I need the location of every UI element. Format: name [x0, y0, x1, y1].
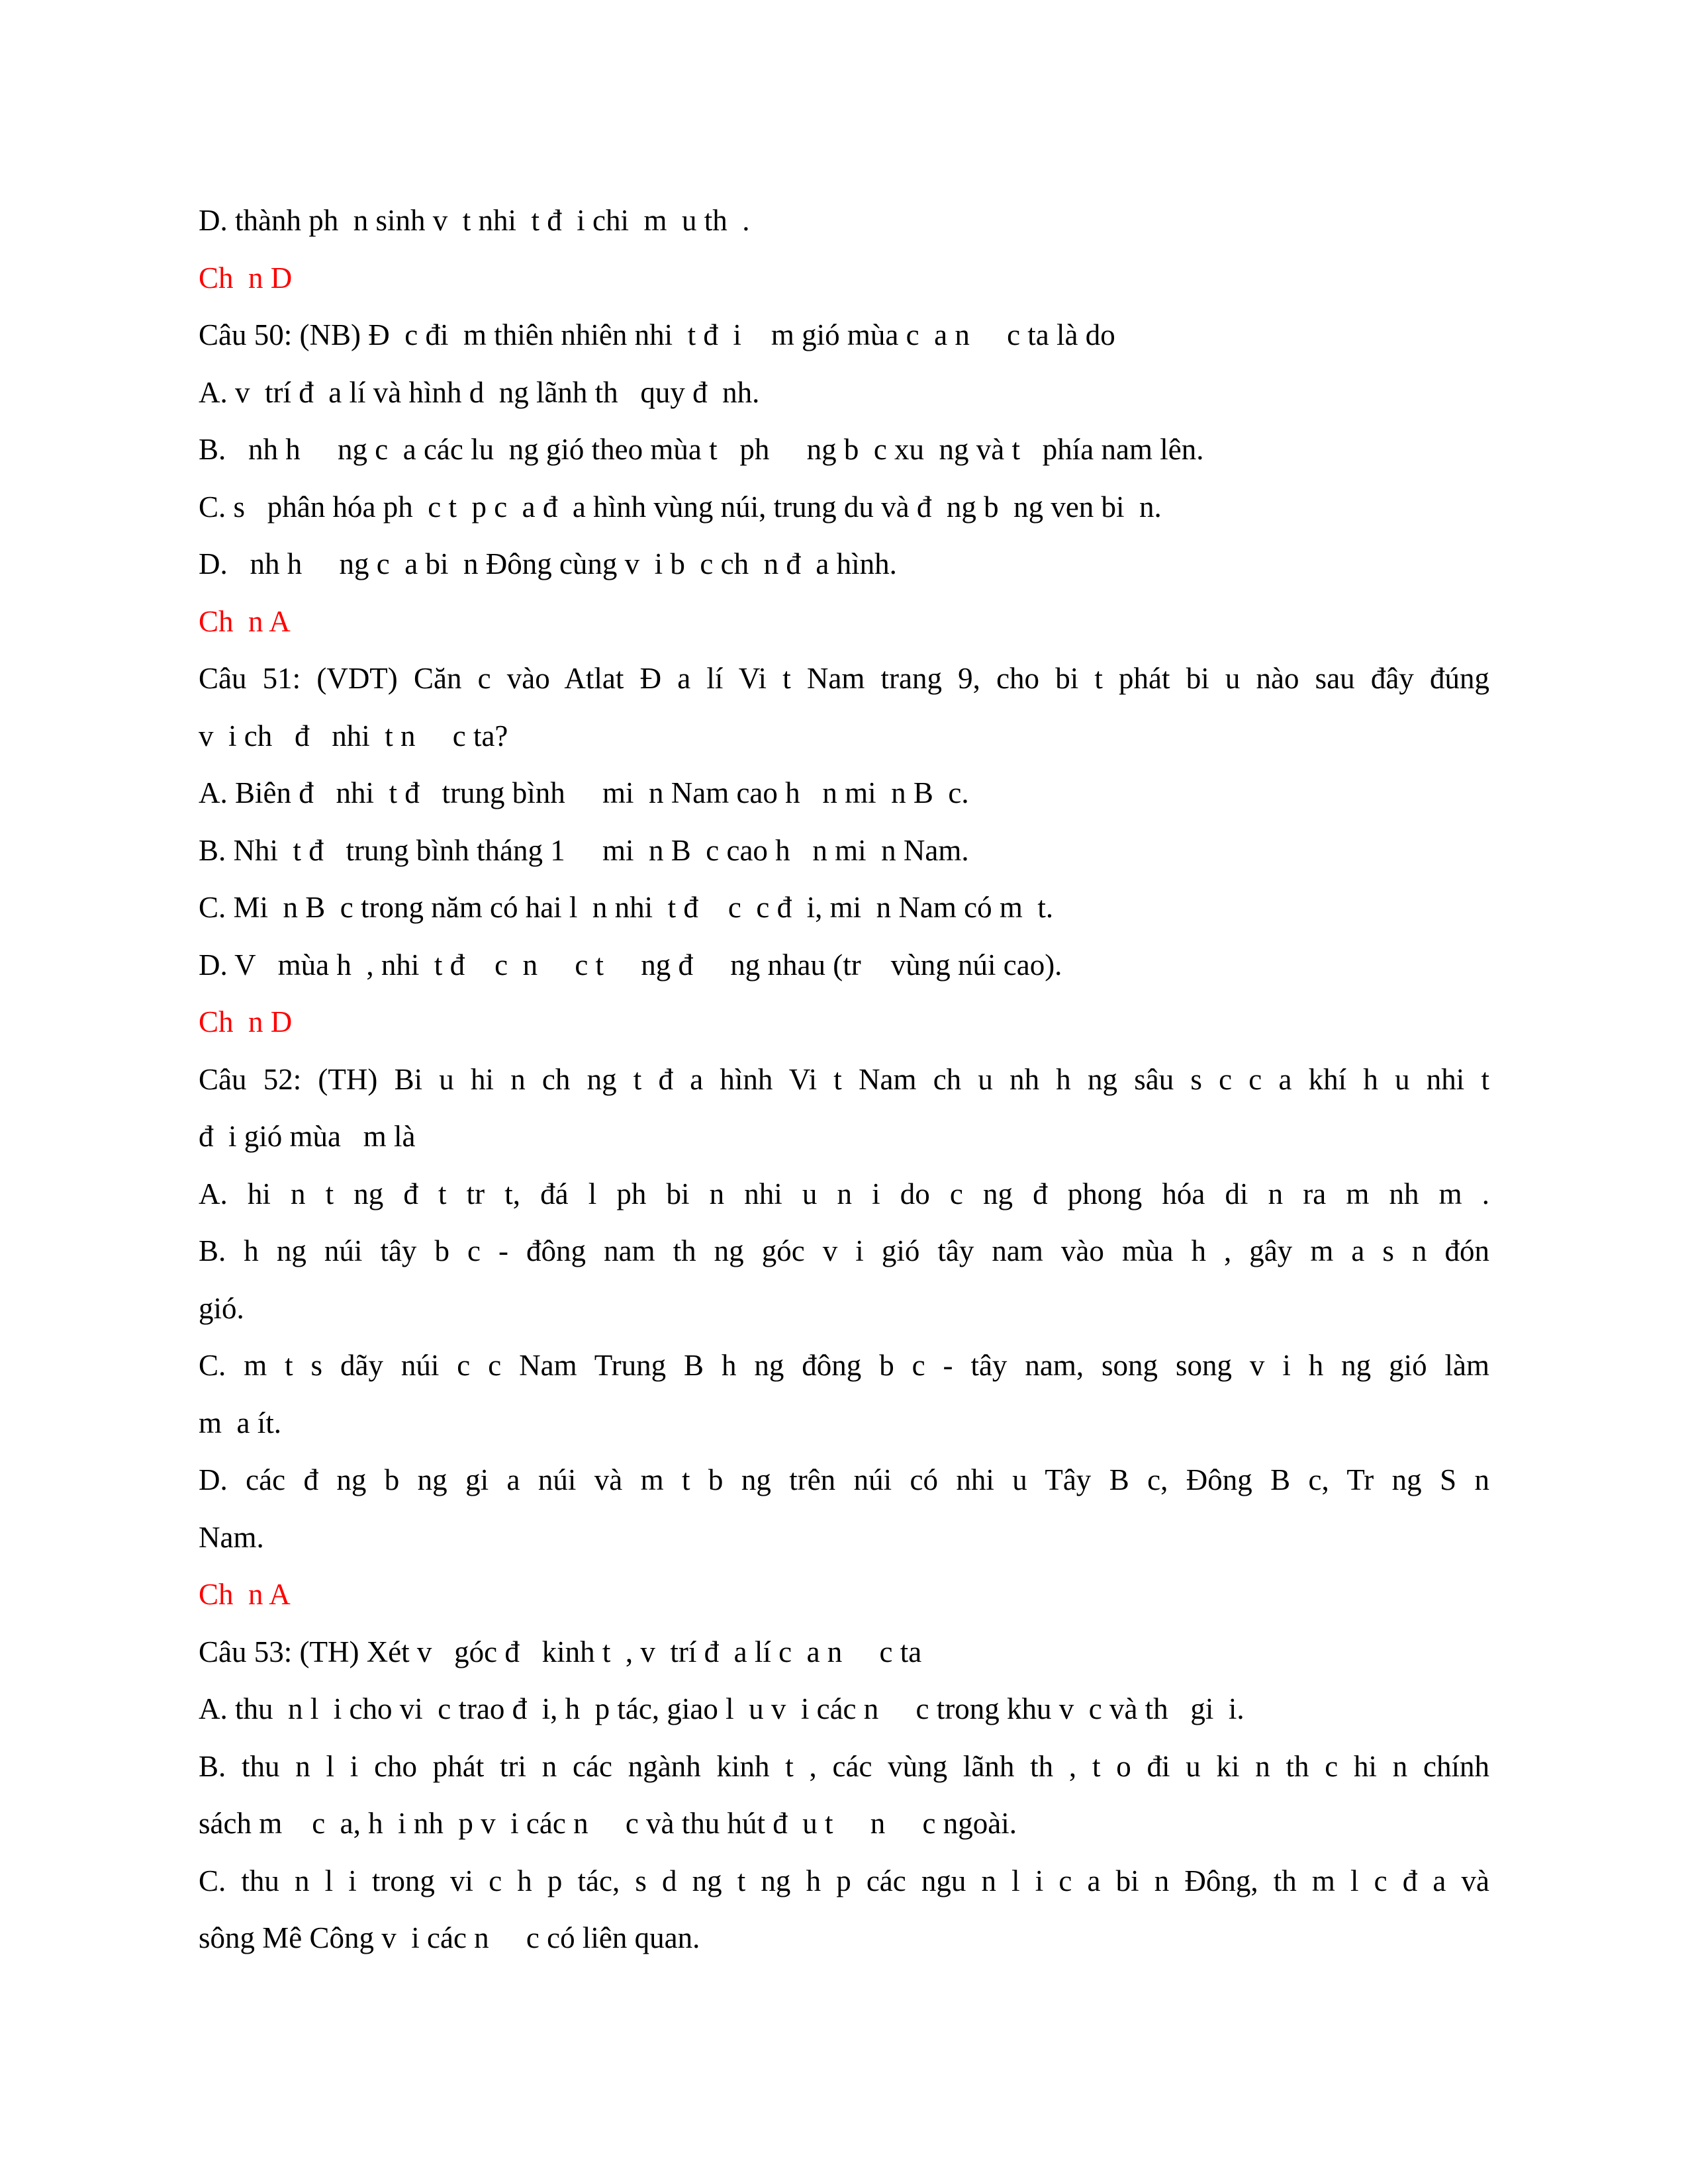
text-line: m a ít. [199, 1406, 281, 1439]
text-line: A. v trí đ a lí và hình d ng lãnh th quy đ nh. [199, 375, 760, 409]
text-line: Nam. [199, 1520, 264, 1554]
text-line: D. thành ph n sinh v t nhi t đ i chi m u th . [199, 204, 750, 237]
text-line: Câu 53: (TH) Xét v góc đ kinh t , v trí đ a lí c a n c ta [199, 1635, 922, 1668]
text-line: B. nh h ng c a các lu ng gió theo mùa t ph ng b c xu ng và t phía nam lên. [199, 433, 1204, 466]
text-line: gió. [199, 1291, 244, 1325]
text-line: đ i gió mùa m là [199, 1120, 416, 1153]
text-line: C. m t s dãy núi c c Nam Trung B h ng đông b c - tây nam, song song v i h ng gió làm [199, 1349, 1489, 1382]
text-line: Câu 51: (VDT) Căn c vào Atlat Đ a lí Vi t Nam trang 9, cho bi t phát bi u nào sau đây đúng [199, 662, 1489, 695]
text-line: A. thu n l i cho vi c trao đ i, h p tác, giao l u v i các n c trong khu v c và th gi i. [199, 1692, 1244, 1725]
text-line: sách m c a, h i nh p v i các n c và thu hút đ u t n c ngoài. [199, 1807, 1017, 1840]
answer-line: Ch n D [199, 1005, 293, 1038]
text-line: sông Mê Công v i các n c có liên quan. [199, 1921, 700, 1954]
text-line: A. Biên đ nhi t đ trung bình mi n Nam cao h n mi n B c. [199, 776, 969, 809]
text-line: B. Nhi t đ trung bình tháng 1 mi n B c cao h n mi n Nam. [199, 833, 969, 867]
text-line: D. nh h ng c a bi n Đông cùng v i b c ch n đ a hình. [199, 547, 897, 580]
text-line: C. Mi n B c trong năm có hai l n nhi t đ c c đ i, mi n Nam có m t. [199, 891, 1054, 924]
text-line: Câu 52: (TH) Bi u hi n ch ng t đ a hình Vi t Nam ch u nh h ng sâu s c c a khí h u nhi t [199, 1062, 1489, 1096]
answer-line: Ch n A [199, 604, 291, 638]
text-line: C. thu n l i trong vi c h p tác, s d ng t ng h p các ngu n l i c a bi n Đông, th m l c đ a và [199, 1864, 1489, 1897]
text-line: D. V mùa h , nhi t đ c n c t ng đ ng nhau (tr vùng núi cao). [199, 948, 1062, 981]
answer-line: Ch n A [199, 1578, 291, 1611]
text-line: v i ch đ nhi t n c ta? [199, 719, 508, 752]
answer-line: Ch n D [199, 261, 293, 295]
text-line: Câu 50: (NB) Đ c đi m thiên nhiên nhi t đ i m gió mùa c a n c ta là do [199, 318, 1115, 351]
text-line: B. thu n l i cho phát tri n các ngành kinh t , các vùng lãnh th , t o đi u ki n th c hi n chính [199, 1749, 1489, 1783]
text-line: C. s phân hóa ph c t p c a đ a hình vùng núi, trung du và đ ng b ng ven bi n. [199, 490, 1162, 523]
text-line: B. h ng núi tây b c - đông nam th ng góc v i gió tây nam vào mùa h , gây m a s n đón [199, 1234, 1489, 1267]
document-page [199, 192, 1489, 1967]
text-line: A. hi n t ng đ t tr t, đá l ph bi n nhi u n i do c ng đ phong hóa di n ra m nh m . [199, 1177, 1489, 1210]
text-line: D. các đ ng b ng gi a núi và m t b ng trên núi có nhi u Tây B c, Đông B c, Tr ng S n [199, 1463, 1489, 1496]
